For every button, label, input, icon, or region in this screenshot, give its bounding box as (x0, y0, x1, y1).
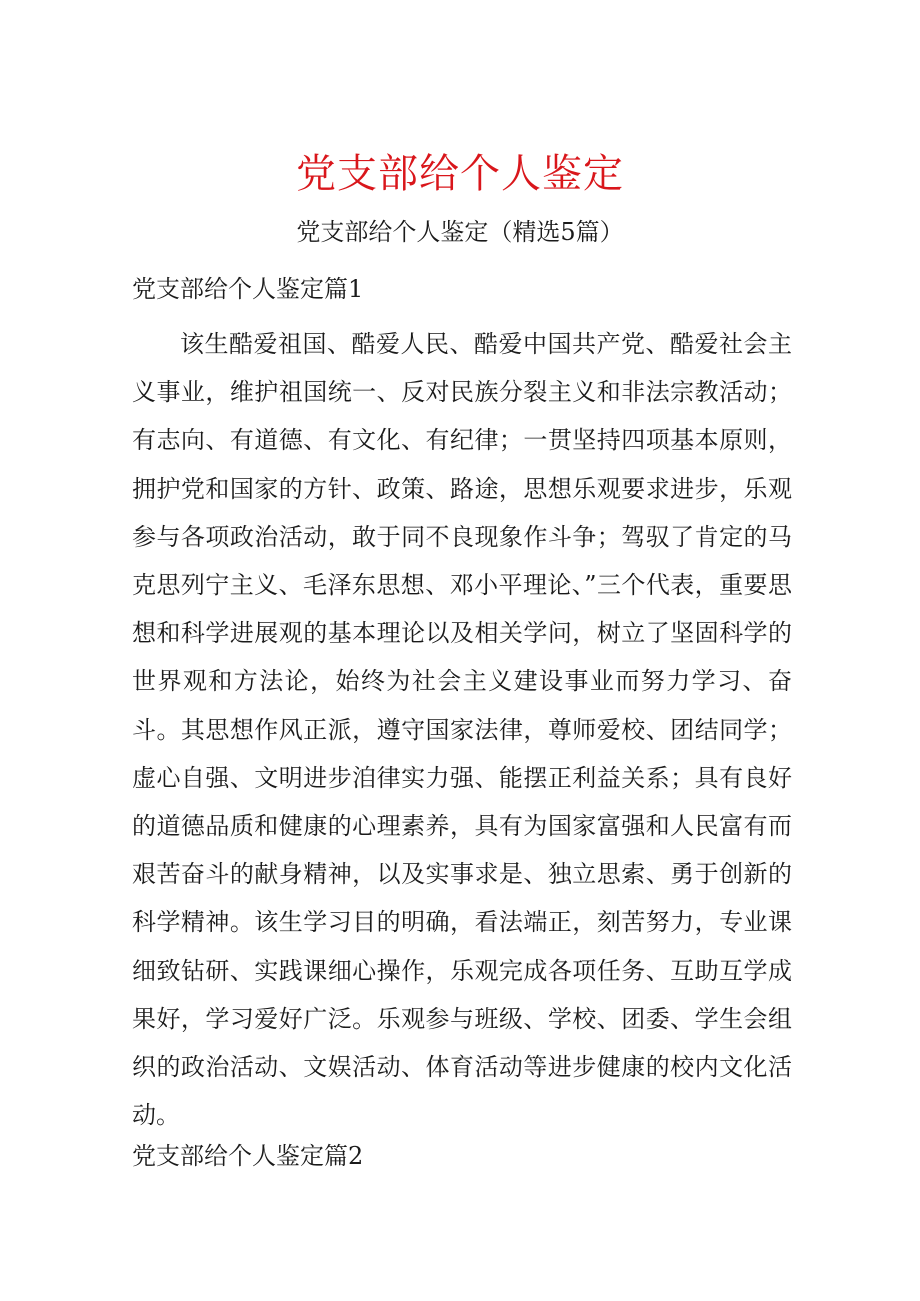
document-title: 党支部给个人鉴定 (296, 151, 624, 197)
section-body-1: 该生酷爱祖国、酷爱人民、酷爱中国共产党、酷爱社会主义事业，维护祖国统一、反对民族分裂主义和非法宗教活动；有志向、有道德、有文化、有纪律；一贯坚持四项基本原则，拥护党和国家的方针、政策、路途，思想乐观要求进步，乐观参与各项政治活动，敢于同不良现象作斗争；驾驭了肯定的马克思列宁主义、毛泽东思想、邓小平理论、”三个代表，重要思想和科学进展观的基本理论以及相关学问，树立了坚固科学的世界观和方法论，始终为社会主义建设事业而努力学习、奋斗。其思想作风正派，遵守国家法律，尊师爱校、团结同学；虚心自强、文明进步洎律实力强、能摆正利益关系；具有良好的道德品质和健康的心理素养，具有为国家富强和人民富有而艰苦奋斗的献身精神，以及实事求是、独立思索、勇于创新的科学精神。该生学习目的明确，看法端正，刻苦努力，专业课细致钻研、实践课细心操作，乐观完成各项任务、互助互学成果好，学习爱好广泛。乐观参与班级、学校、团委、学生会组织的政治活动、文娱活动、体育活动等进步健康的校内文化活动。 (132, 330, 792, 1130)
section-heading-2: 党支部给个人鉴定篇2 (132, 1142, 364, 1170)
document-subtitle: 党支部给个人鉴定（精选5篇） (296, 218, 624, 246)
section-heading-1: 党支部给个人鉴定篇1 (132, 275, 364, 303)
